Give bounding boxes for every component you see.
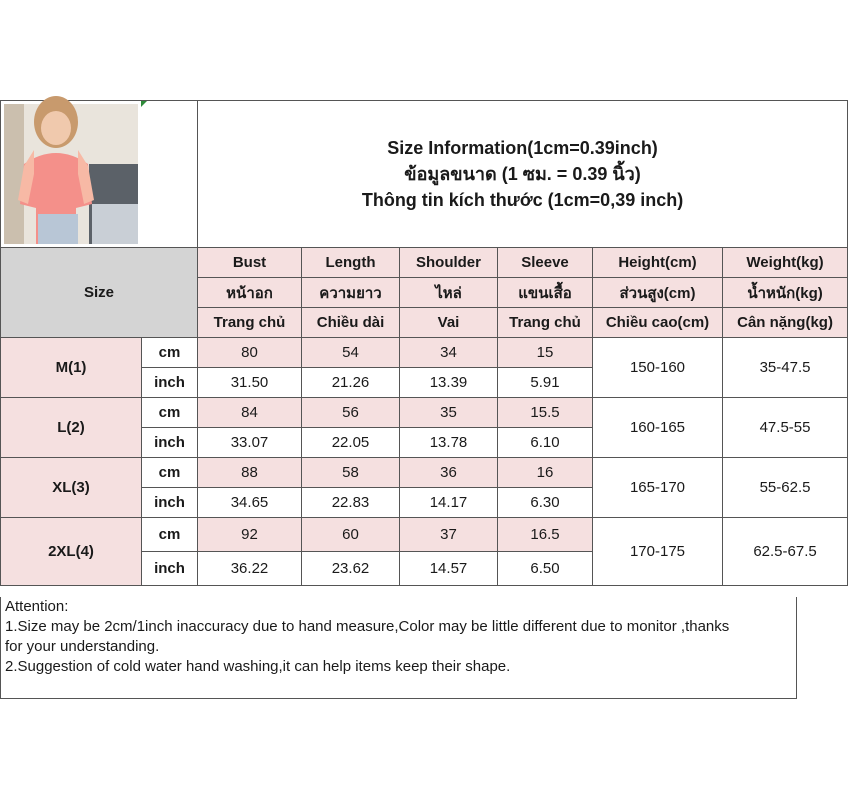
cell-sleeve-inch: 6.30 — [498, 488, 593, 518]
attention-line-1: 1.Size may be 2cm/1inch inaccuracy due to hand measure,Color may be little different due to monitor ,thanks — [5, 618, 730, 635]
cell-bust-inch: 31.50 — [198, 368, 302, 398]
cell-bust-cm: 80 — [198, 338, 302, 368]
unit-cm: cm — [142, 458, 198, 488]
attention-line-1-cont: for your understanding. — [5, 638, 160, 655]
size-chart — [0, 100, 833, 700]
cell-shoulder-inch: 13.39 — [400, 368, 498, 398]
cell-length-cm: 56 — [302, 398, 400, 428]
col-bust-vi: Trang chủ — [198, 308, 302, 338]
cell-length-cm: 60 — [302, 518, 400, 552]
col-height-th: ส่วนสูง(cm) — [593, 278, 723, 308]
unit-inch: inch — [142, 428, 198, 458]
unit-cm: cm — [142, 338, 198, 368]
cell-bust-cm: 88 — [198, 458, 302, 488]
cell-shoulder-cm: 37 — [400, 518, 498, 552]
cell-sleeve-cm: 16.5 — [498, 518, 593, 552]
unit-cm: cm — [142, 518, 198, 552]
attention-line-2: 2.Suggestion of cold water hand washing,it can help items keep their shape. — [5, 658, 511, 675]
unit-cm: cm — [142, 398, 198, 428]
cell-weight: 47.5-55 — [723, 398, 848, 458]
attention-notes — [0, 597, 797, 699]
cell-height: 165-170 — [593, 458, 723, 518]
cell-weight: 35-47.5 — [723, 338, 848, 398]
col-bust-en: Bust — [198, 248, 302, 278]
product-photo-image — [4, 104, 138, 244]
cell-sleeve-cm: 15.5 — [498, 398, 593, 428]
col-bust-th: หน้าอก — [198, 278, 302, 308]
size-label-m: M(1) — [1, 338, 142, 398]
cell-sleeve-inch: 6.50 — [498, 552, 593, 586]
cell-height: 150-160 — [593, 338, 723, 398]
unit-inch: inch — [142, 368, 198, 398]
col-weight-th: น้ำหนัก(kg) — [723, 278, 848, 308]
size-label-2xl: 2XL(4) — [1, 518, 142, 586]
attention-heading: Attention: — [5, 598, 69, 615]
cell-bust-inch: 34.65 — [198, 488, 302, 518]
cell-shoulder-cm: 35 — [400, 398, 498, 428]
title-block — [198, 101, 848, 248]
col-length-vi: Chiều dài — [302, 308, 400, 338]
cell-bust-cm: 84 — [198, 398, 302, 428]
cell-height: 160-165 — [593, 398, 723, 458]
size-table — [0, 100, 848, 586]
cell-length-cm: 58 — [302, 458, 400, 488]
title-th: ข้อมูลขนาด (1 ซม. = 0.39 นิ้ว) — [404, 164, 641, 184]
cell-shoulder-inch: 14.57 — [400, 552, 498, 586]
cell-weight: 55-62.5 — [723, 458, 848, 518]
product-photo — [1, 101, 198, 248]
cell-bust-inch: 33.07 — [198, 428, 302, 458]
col-length-th: ความยาว — [302, 278, 400, 308]
cell-length-inch: 23.62 — [302, 552, 400, 586]
col-height-vi: Chiều cao(cm) — [593, 308, 723, 338]
cell-length-inch: 22.05 — [302, 428, 400, 458]
cell-height: 170-175 — [593, 518, 723, 586]
cell-weight: 62.5-67.5 — [723, 518, 848, 586]
unit-inch: inch — [142, 552, 198, 586]
col-weight-en: Weight(kg) — [723, 248, 848, 278]
cell-sleeve-inch: 5.91 — [498, 368, 593, 398]
cell-bust-inch: 36.22 — [198, 552, 302, 586]
cell-length-inch: 22.83 — [302, 488, 400, 518]
cell-sleeve-cm: 15 — [498, 338, 593, 368]
title-vi: Thông tin kích thước (1cm=0,39 inch) — [361, 190, 684, 210]
cell-length-cm: 54 — [302, 338, 400, 368]
col-shoulder-th: ไหล่ — [400, 278, 498, 308]
cell-length-inch: 21.26 — [302, 368, 400, 398]
size-label-l: L(2) — [1, 398, 142, 458]
col-height-en: Height(cm) — [593, 248, 723, 278]
col-sleeve-en: Sleeve — [498, 248, 593, 278]
cell-shoulder-inch: 13.78 — [400, 428, 498, 458]
cell-shoulder-cm: 34 — [400, 338, 498, 368]
col-weight-vi: Cân nặng(kg) — [723, 308, 848, 338]
col-sleeve-th: แขนเสื้อ — [498, 278, 593, 308]
cell-sleeve-inch: 6.10 — [498, 428, 593, 458]
cell-sleeve-cm: 16 — [498, 458, 593, 488]
col-shoulder-vi: Vai — [400, 308, 498, 338]
col-shoulder-en: Shoulder — [400, 248, 498, 278]
col-sleeve-vi: Trang chủ — [498, 308, 593, 338]
cell-bust-cm: 92 — [198, 518, 302, 552]
cell-shoulder-inch: 14.17 — [400, 488, 498, 518]
size-label-xl: XL(3) — [1, 458, 142, 518]
size-heading: Size — [1, 248, 198, 338]
title-en: Size Information(1cm=0.39inch) — [387, 138, 658, 158]
unit-inch: inch — [142, 488, 198, 518]
col-length-en: Length — [302, 248, 400, 278]
cell-shoulder-cm: 36 — [400, 458, 498, 488]
